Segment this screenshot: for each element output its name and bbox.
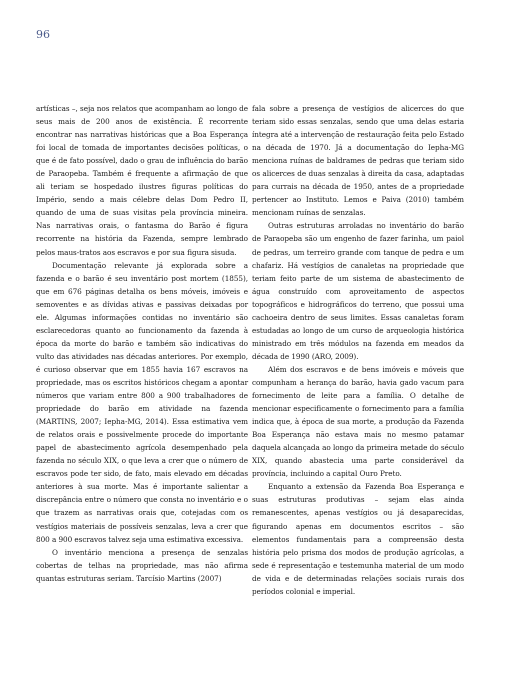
paragraph: fala sobre a presença de vestígios de alicerces do que teriam sido essas senzalas, sendo que uma delas estaria íntegra até a intervenção de restauração feita pelo Estado na década de 1970. Já a documentação do Iepha-MG menciona ruínas de baldrames de pedras que teriam sido os alicerces de duas senzalas à direita da casa, adaptadas para currais na década de 1950, antes de a propriedade pertencer ao Instituto. Lemos e Paiva (2010) também mencionam ruínas de senzalas. <box>252 104 464 218</box>
paragraph: Enquanto a extensão da Fazenda Boa Esperança e suas estruturas produtivas – sejam elas ainda remanescentes, apenas vestígios ou já desaparecidas, figurando apenas em documentos escritos – são elementos fundamentais para a compreensão desta história pelo prisma dos modos de produção agrícolas, a sede é representação e testemunha material de um modo de vida e de determinadas relações sociais rurais dos períodos colonial e imperial. <box>252 482 464 596</box>
paragraph: artísticas –, seja nos relatos que acompanham ao longo de seus mais de 200 anos de existência. É recorrente encontrar nas narrativas históricas que a Boa Esperança foi local de tomada de importantes decisões políticas, o que é de fato possível, dado o grau de influência do barão de Paraopeba. Também é frequente a afirmação de que ali teriam se hospedado ilustres figuras políticas do Império, sendo a mais célebre delas Dom Pedro II, quando de uma de suas visitas pela província mineira. Nas narrativas orais, o fantasma do Barão é figura recorrente na história da Fazenda, sempre lembrado pelos maus-tratos aos escravos e por sua figura sisuda. <box>36 104 248 257</box>
left-text-column <box>36 102 248 585</box>
paragraph: Documentação relevante já explorada sobre a fazenda e o barão é seu inventário post mortem (1855), que em 676 páginas detalha os bens móveis, imóveis e semoventes e as dívidas ativas e passivas deixadas por ele. Algumas informações contidas no inventário são esclarecedoras quanto ao funcionamento da fazenda à época da morte do barão e também são indicativas do vulto das atividades nas décadas anteriores. Por exemplo, é curioso observar que em 1855 havia 167 escravos na propriedade, mas os escritos históricos chegam a apontar números que variam entre 800 a 900 trabalhadores de propriedade do barão em atividade na fazenda (MARTINS, 2007; Iepha-MG, 2014). Essa estimativa vem de relatos orais e possivelmente procede do importante papel de abastecimento agrícola desempenhado pela fazenda no século XIX, o que leva a crer que o número de escravos pode ter sido, de fato, mais elevado em décadas anteriores à sua morte. Mas é importante salientar a discrepância entre o número que consta no inventário e o que trazem as narrativas orais que, cotejadas com os vestígios materiais de possíveis senzalas, leva a crer que 800 a 900 escravos talvez seja uma estimativa excessiva. <box>36 260 248 544</box>
paragraph: Outras estruturas arroladas no inventário do barão de Paraopeba são um engenho de fazer farinha, um paiol de pedras, um terreiro grande com tanque de pedra e um chafariz. Há vestígios de canaletas na propriedade que teriam feito parte de um sistema de abastecimento de água construído com aproveitamento de aspectos topográficos e hidrográficos do terreno, que possui uma cachoeira dentro de seus limites. Essas canaletas foram estudadas ao longo de um curso de arqueologia histórica ministrado em três módulos na fazenda em meados da década de 1990 (ARO, 2009). <box>252 221 464 361</box>
right-text-column <box>252 102 464 598</box>
paragraph: Além dos escravos e de bens imóveis e móveis que compunham a herança do barão, havia gado vacum para fornecimento de leite para a família. O detalhe de mencionar especificamente o fornecimento para a família indica que, à época de sua morte, a produção da Fazenda Boa Esperança não estava mais no mesmo patamar daquela alcançada ao longo da primeira metade do século XIX, quando abastecia uma parte considerável da província, incluindo a capital Ouro Preto. <box>252 364 464 479</box>
page-number: 96 <box>36 28 50 41</box>
paragraph: O inventário menciona a presença de senzalas cobertas de telhas na propriedade, mas não afirma quantas estruturas seriam. Tarcísio Martins (2007) <box>36 547 248 583</box>
